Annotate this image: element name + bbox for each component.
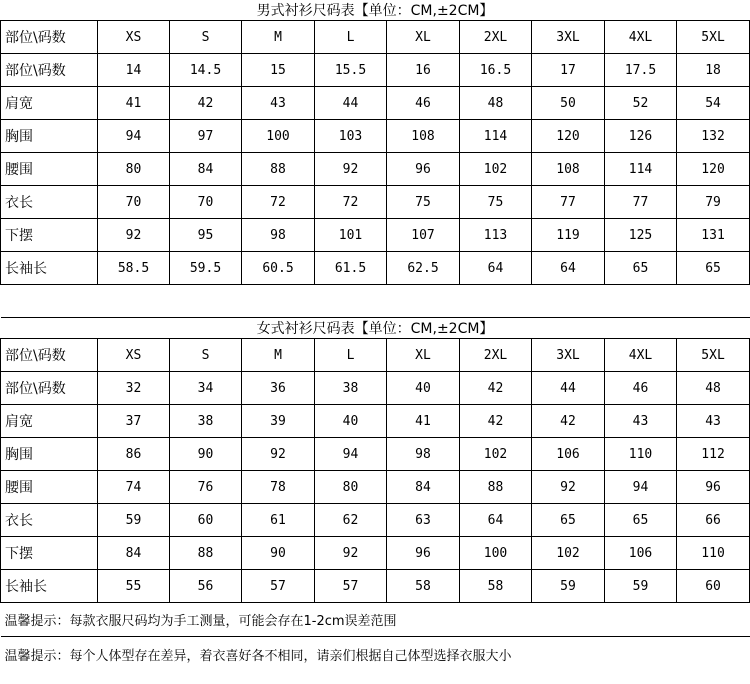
table-cell: 84 [170,153,242,186]
row-label: 部位\码数 [1,54,98,87]
size-header-4xl: 4XL [605,339,677,372]
table-cell: 97 [170,120,242,153]
table-cell: 103 [315,120,387,153]
table-cell: 98 [387,438,460,471]
row-label: 部位\码数 [1,372,98,405]
size-header-5xl: 5XL [677,21,750,54]
table-cell: 88 [242,153,315,186]
size-header-m: M [242,21,315,54]
table-cell: 102 [460,438,532,471]
table-cell: 32 [98,372,170,405]
table-cell: 84 [387,471,460,504]
table-cell: 61 [242,504,315,537]
table-cell: 43 [242,87,315,120]
table-cell: 92 [315,537,387,570]
table-cell: 78 [242,471,315,504]
size-header-m: M [242,339,315,372]
size-header-s: S [170,21,242,54]
row-label: 衣长 [1,504,98,537]
table-cell: 64 [532,252,605,285]
table-cell: 96 [677,471,750,504]
women-table-title: 女式衬衫尺码表【单位：CM,±2CM】 [1,318,750,339]
size-header-2xl: 2XL [460,339,532,372]
table-cell: 120 [677,153,750,186]
table-cell: 56 [170,570,242,603]
table-row [1,186,750,219]
table-cell: 44 [532,372,605,405]
row-label: 长袖长 [1,252,98,285]
table-cell: 58 [460,570,532,603]
table-cell: 38 [170,405,242,438]
header-label: 部位\码数 [1,339,98,372]
table-cell: 42 [532,405,605,438]
table-cell: 58 [387,570,460,603]
table-cell: 62.5 [387,252,460,285]
table-cell: 16 [387,54,460,87]
table-cell: 80 [315,471,387,504]
table-cell: 132 [677,120,750,153]
header-label: 部位\码数 [1,21,98,54]
table-row [1,153,750,186]
section-gap [1,285,750,318]
table-cell: 125 [605,219,677,252]
table-cell: 16.5 [460,54,532,87]
table-cell: 40 [315,405,387,438]
table-cell: 59.5 [170,252,242,285]
table-cell: 42 [460,405,532,438]
table-cell: 46 [605,372,677,405]
size-header-l: L [315,339,387,372]
table-cell: 59 [98,504,170,537]
table-cell: 102 [532,537,605,570]
row-label: 胸围 [1,120,98,153]
row-label: 腰围 [1,153,98,186]
table-cell: 98 [242,219,315,252]
table-cell: 38 [315,372,387,405]
table-row [1,252,750,285]
table-cell: 96 [387,153,460,186]
tip-note: 温馨提示：每个人体型存在差异，着衣喜好各不相同，请亲们根据自己体型选择衣服大小 [1,637,750,673]
table-cell: 57 [315,570,387,603]
men-table-title: 男式衬衫尺码表【单位：CM,±2CM】 [1,0,750,21]
row-label: 下摆 [1,537,98,570]
table-cell: 107 [387,219,460,252]
table-cell: 60.5 [242,252,315,285]
table-cell: 94 [605,471,677,504]
table-cell: 41 [387,405,460,438]
table-cell: 76 [170,471,242,504]
row-label: 下摆 [1,219,98,252]
table-cell: 41 [98,87,170,120]
row-label: 肩宽 [1,405,98,438]
table-row [1,570,750,603]
table-cell: 110 [605,438,677,471]
table-cell: 75 [460,186,532,219]
table-cell: 15.5 [315,54,387,87]
table-row [1,438,750,471]
table-cell: 58.5 [98,252,170,285]
table-cell: 114 [460,120,532,153]
table-row [1,372,750,405]
table-cell: 108 [532,153,605,186]
table-cell: 64 [460,504,532,537]
table-cell: 92 [242,438,315,471]
row-label: 衣长 [1,186,98,219]
table-cell: 95 [170,219,242,252]
table-cell: 43 [677,405,750,438]
men-title-row [1,0,750,21]
size-header-xl: XL [387,339,460,372]
table-cell: 46 [387,87,460,120]
table-cell: 74 [98,471,170,504]
table-cell: 65 [532,504,605,537]
table-cell: 62 [315,504,387,537]
size-header-4xl: 4XL [605,21,677,54]
table-cell: 90 [170,438,242,471]
table-cell: 114 [605,153,677,186]
table-cell: 65 [605,252,677,285]
table-cell: 42 [460,372,532,405]
table-cell: 39 [242,405,315,438]
table-cell: 72 [315,186,387,219]
table-cell: 18 [677,54,750,87]
table-cell: 43 [605,405,677,438]
table-cell: 60 [677,570,750,603]
table-cell: 92 [532,471,605,504]
table-cell: 75 [387,186,460,219]
table-cell: 100 [242,120,315,153]
table-cell: 63 [387,504,460,537]
table-row [1,471,750,504]
table-cell: 36 [242,372,315,405]
table-cell: 126 [605,120,677,153]
table-cell: 79 [677,186,750,219]
table-cell: 77 [605,186,677,219]
tip-row [1,637,750,673]
table-cell: 96 [387,537,460,570]
table-cell: 90 [242,537,315,570]
row-label: 腰围 [1,471,98,504]
table-cell: 108 [387,120,460,153]
table-row [1,537,750,570]
men-header-row [1,21,750,54]
table-cell: 52 [605,87,677,120]
table-cell: 102 [460,153,532,186]
table-cell: 48 [677,372,750,405]
table-cell: 15 [242,54,315,87]
table-cell: 42 [170,87,242,120]
table-cell: 61.5 [315,252,387,285]
table-cell: 119 [532,219,605,252]
table-cell: 70 [170,186,242,219]
size-header-3xl: 3XL [532,339,605,372]
table-row [1,219,750,252]
table-cell: 14 [98,54,170,87]
tip-row [1,603,750,637]
table-cell: 54 [677,87,750,120]
table-cell: 86 [98,438,170,471]
size-header-s: S [170,339,242,372]
table-cell: 57 [242,570,315,603]
row-label: 胸围 [1,438,98,471]
table-cell: 88 [460,471,532,504]
table-cell: 77 [532,186,605,219]
size-header-5xl: 5XL [677,339,750,372]
table-cell: 66 [677,504,750,537]
table-cell: 112 [677,438,750,471]
table-row [1,405,750,438]
table-cell: 94 [98,120,170,153]
table-cell: 44 [315,87,387,120]
table-cell: 59 [605,570,677,603]
table-cell: 101 [315,219,387,252]
table-row [1,504,750,537]
table-cell: 14.5 [170,54,242,87]
size-header-3xl: 3XL [532,21,605,54]
table-cell: 59 [532,570,605,603]
women-header-row [1,339,750,372]
table-cell: 37 [98,405,170,438]
table-row [1,120,750,153]
table-cell: 80 [98,153,170,186]
table-cell: 72 [242,186,315,219]
section-gap-row [1,285,750,318]
table-cell: 65 [605,504,677,537]
table-cell: 100 [460,537,532,570]
table-cell: 131 [677,219,750,252]
size-header-2xl: 2XL [460,21,532,54]
table-cell: 48 [460,87,532,120]
table-cell: 34 [170,372,242,405]
table-cell: 92 [315,153,387,186]
row-label: 长袖长 [1,570,98,603]
table-cell: 106 [605,537,677,570]
table-cell: 17.5 [605,54,677,87]
size-header-xl: XL [387,21,460,54]
table-cell: 113 [460,219,532,252]
table-cell: 40 [387,372,460,405]
table-cell: 50 [532,87,605,120]
table-cell: 120 [532,120,605,153]
size-header-xs: XS [98,21,170,54]
table-cell: 65 [677,252,750,285]
row-label: 肩宽 [1,87,98,120]
women-title-row [1,318,750,339]
table-cell: 17 [532,54,605,87]
table-cell: 94 [315,438,387,471]
size-header-l: L [315,21,387,54]
table-cell: 55 [98,570,170,603]
size-header-xs: XS [98,339,170,372]
tip-note: 温馨提示：每款衣服尺码均为手工测量，可能会存在1-2cm误差范围 [1,603,750,637]
table-row [1,87,750,120]
table-cell: 64 [460,252,532,285]
table-cell: 110 [677,537,750,570]
table-cell: 88 [170,537,242,570]
table-cell: 92 [98,219,170,252]
table-cell: 70 [98,186,170,219]
table-cell: 106 [532,438,605,471]
table-cell: 84 [98,537,170,570]
table-row [1,54,750,87]
table-cell: 60 [170,504,242,537]
